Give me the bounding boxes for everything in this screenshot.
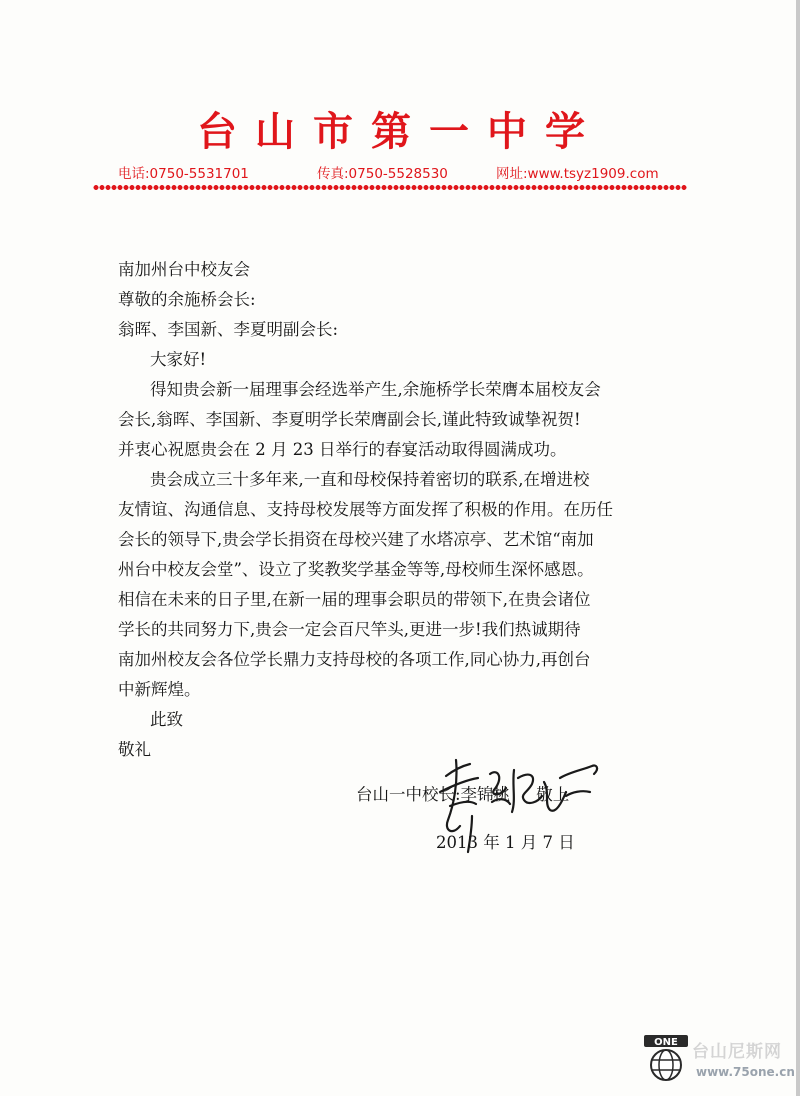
recipient-line: 南加州台中校友会 (118, 260, 250, 279)
page-edge (796, 0, 800, 1096)
body-line: 会长,翁晖、李国新、李夏明学长荣膺副会长,谨此特致诚挚祝贺! (118, 410, 581, 429)
body-line: 贵会成立三十多年来,一直和母校保持着密切的联系,在增进校 (150, 470, 590, 489)
body-line: 友情谊、沟通信息、支持母校发展等方面发挥了积极的作用。在历任 (118, 500, 613, 519)
closing-line: 敬礼 (118, 740, 151, 759)
globe-logo-icon (642, 1033, 690, 1083)
body-line: 会长的领导下,贵会学长捐资在母校兴建了水塔凉亭、艺术馆“南加 (118, 530, 594, 549)
letter-greeting: 大家好! (150, 350, 207, 369)
closing-line: 此致 (150, 710, 183, 729)
letterhead-title: 台山市第一中学 (197, 108, 603, 155)
recipient-line: 翁晖、李国新、李夏明副会长: (118, 320, 339, 339)
watermark-site-name: 台山尼斯网 (692, 1042, 782, 1062)
watermark-logo-text: ONE (654, 1037, 678, 1048)
body-line: 相信在未来的日子里,在新一届的理事会职员的带领下,在贵会诸位 (118, 590, 591, 609)
letterhead-divider (93, 183, 687, 192)
letter-date: 2013 年 1 月 7 日 (436, 833, 575, 852)
body-line: 并衷心祝愿贵会在 2 月 23 日举行的春宴活动取得圆满成功。 (118, 440, 567, 459)
recipient-line: 尊敬的余施桥会长: (118, 290, 256, 309)
sender-line: 台山一中校长:李锦桃 敬上 (356, 785, 570, 804)
letterhead-phone: 电话:0750-5531701 (118, 166, 249, 182)
letterhead-fax: 传真:0750-5528530 (317, 166, 448, 182)
letterhead-website: 网址:www.tsyz1909.com (496, 166, 659, 182)
body-line: 南加州校友会各位学长鼎力支持母校的各项工作,同心协力,再创台 (118, 650, 591, 669)
body-line: 得知贵会新一届理事会经选举产生,余施桥学长荣膺本届校友会 (150, 380, 601, 399)
watermark-url: www.75one.cn (696, 1065, 795, 1079)
body-line: 州台中校友会堂”、设立了奖教奖学基金等等,母校师生深怀感恩。 (118, 560, 594, 579)
body-line: 学长的共同努力下,贵会一定会百尺竿头,更进一步!我们热诚期待 (118, 620, 581, 639)
body-line: 中新辉煌。 (118, 680, 201, 699)
site-watermark (640, 1027, 795, 1089)
